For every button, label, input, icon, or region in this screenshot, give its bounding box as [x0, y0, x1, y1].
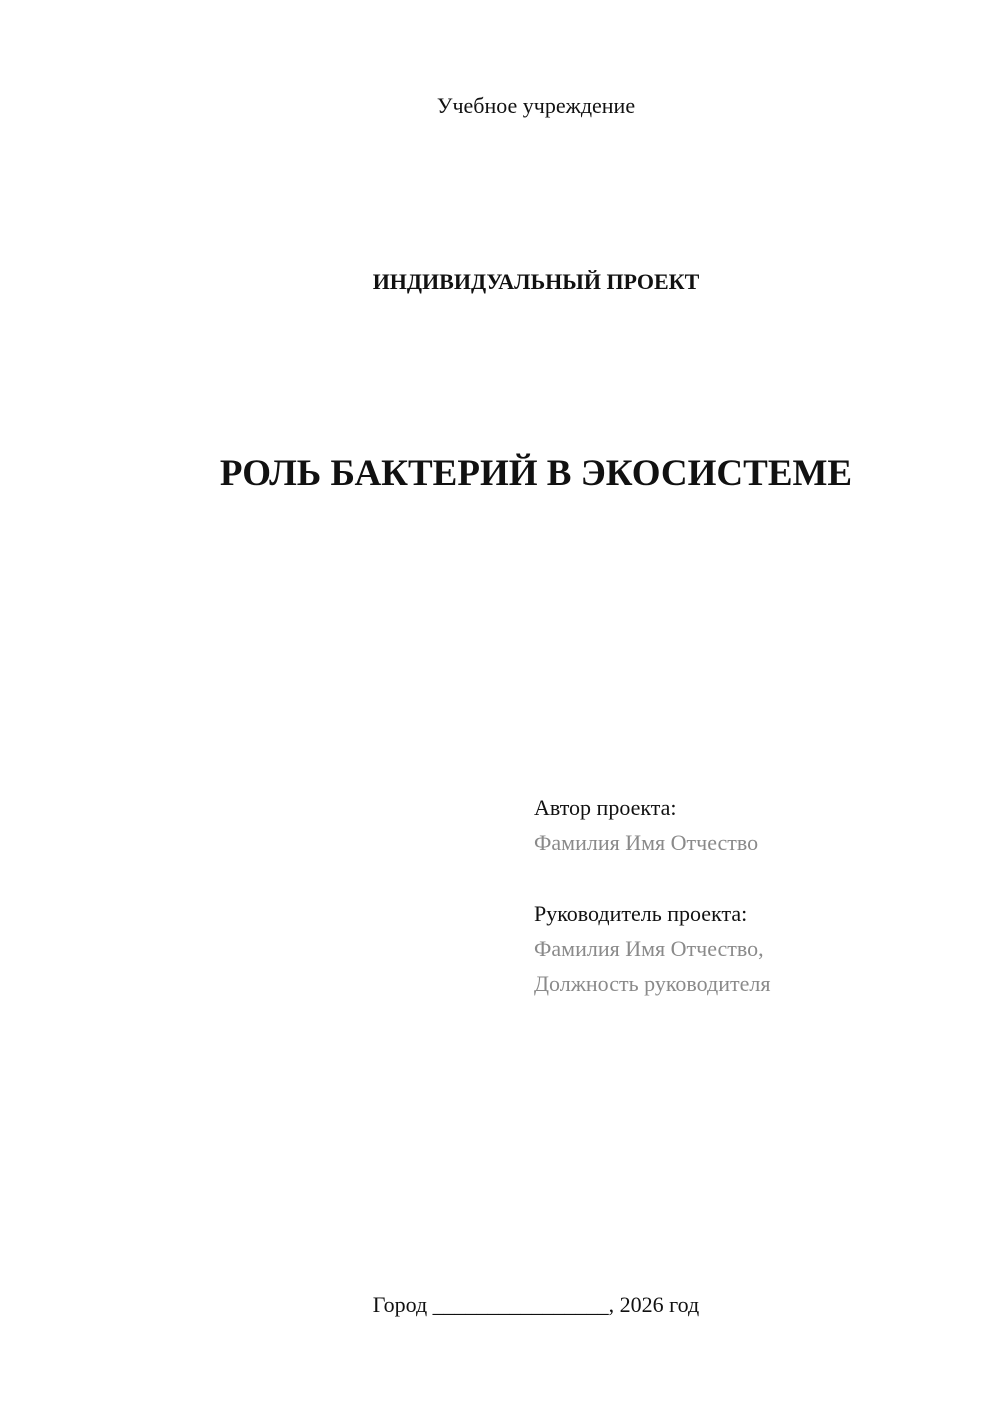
author-label: Автор проекта: [534, 795, 677, 820]
supervisor-label: Руководитель проекта: [534, 901, 748, 926]
city-year-line: Город ________________, 2026 год [372, 1292, 700, 1317]
project-title: РОЛЬ БАКТЕРИЙ В ЭКОСИСТЕМЕ [219, 453, 853, 494]
supervisor-position: Должность руководителя [534, 971, 771, 996]
author-name: Фамилия Имя Отчество [534, 830, 759, 855]
institution-name: Учебное учреждение [436, 93, 636, 118]
supervisor-name: Фамилия Имя Отчество, [534, 936, 764, 961]
project-type-heading: ИНДИВИДУАЛЬНЫЙ ПРОЕКТ [372, 269, 700, 294]
project-meta [534, 790, 964, 1001]
meta-spacer [534, 860, 964, 896]
